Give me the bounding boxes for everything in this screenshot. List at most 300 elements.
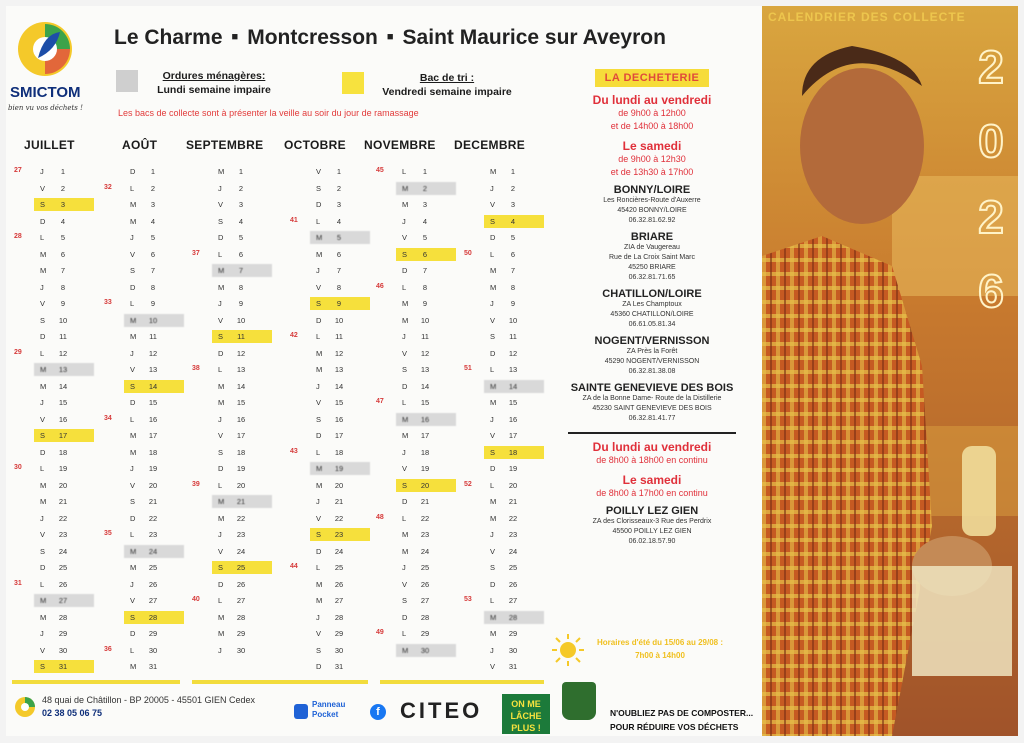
day-row [464,345,552,362]
day-cell [34,380,94,393]
day-number: 9 [60,299,66,308]
day-number: 16 [148,414,158,424]
day-number: 27 [58,596,68,605]
day-row [376,328,464,345]
day-row [376,246,464,263]
week-number: 45 [376,167,384,174]
day-row [14,477,102,494]
day-cell [212,363,272,376]
day-cell [212,627,272,640]
day-cell [396,363,456,376]
weekday-letter: J [130,348,134,358]
day-number: 5 [150,233,156,242]
day-cell [124,215,184,228]
day-row [14,658,102,675]
weekday-letter: S [218,216,224,226]
day-row [104,246,192,263]
weekday-letter: V [402,348,408,358]
month-column [104,163,192,675]
week-number: 37 [192,249,200,257]
day-cell [212,182,272,195]
day-row [104,444,192,461]
day-row [290,543,378,560]
site-line: 06.32.81.62.92 [628,217,676,224]
year-digit: 2 [978,41,1004,93]
site-line: 45360 CHATILLON/LOIRE [610,311,694,318]
weekday-letter: D [316,662,322,671]
year-digit: 6 [978,265,1004,317]
day-number: 27 [334,596,344,605]
day-cell [396,198,456,211]
site-name: POILLY LEZ GIEN [605,505,699,517]
weekday-letter: M [130,447,137,457]
day-row [464,427,552,444]
weekday-letter: M [218,629,225,638]
weekday-letter: M [490,612,497,622]
day-cell [34,578,94,591]
day-row [464,526,552,543]
day-number: 1 [238,167,244,176]
day-row [290,625,378,642]
org-name: SMICTOM [10,84,81,101]
day-number: 15 [58,398,68,407]
day-row [192,559,280,576]
day-cell [396,347,456,360]
day-number: 17 [58,431,68,440]
weekday-letter: M [130,662,137,671]
weekday-letter: L [316,332,321,341]
day-row [192,163,280,180]
weekday-letter: J [316,497,320,506]
day-number: 10 [58,315,68,325]
day-number: 26 [508,579,518,589]
weekday-letter: M [402,299,409,308]
weekday-letter: V [490,200,496,209]
day-cell [310,363,370,376]
site-line: 06.61.05.81.34 [628,321,676,328]
day-row [376,526,464,543]
day-number: 8 [60,282,66,292]
day-row [290,642,378,659]
day-cell [212,347,272,360]
day-row [14,246,102,263]
day-cell [484,462,544,475]
divider [568,432,736,434]
commune-name: Saint Maurice sur Aveyron [402,26,666,49]
weekday-letter: M [130,546,137,556]
day-cell [34,215,94,228]
day-row [464,279,552,296]
day-number: 25 [148,563,158,572]
day-number: 20 [236,480,246,490]
day-row [464,394,552,411]
day-number: 12 [508,348,518,358]
weekday-letter: D [130,282,136,292]
day-cell [124,528,184,541]
day-number: 28 [148,612,158,622]
day-number: 9 [510,299,516,308]
day-cell [124,330,184,343]
day-row [290,394,378,411]
day-number: 4 [238,216,244,226]
day-row [192,394,280,411]
day-number: 11 [509,332,517,341]
summer-hours [550,632,730,673]
tri-collection-day [396,479,456,492]
day-row [192,609,280,626]
day-row [464,444,552,461]
month-column [376,163,464,658]
day-cell [310,594,370,607]
month-name: AOÛT [122,138,158,152]
day-number: 20 [58,480,68,490]
day-cell [396,380,456,393]
weekday-letter: L [130,645,135,655]
day-cell [124,231,184,244]
day-number: 23 [148,530,158,539]
ordures-collection-day [212,264,272,277]
day-cell [484,578,544,591]
day-number: 23 [58,530,68,539]
day-row [14,510,102,527]
week-number: 44 [290,563,298,570]
day-row [376,559,464,576]
day-number: 6 [510,249,516,259]
day-number: 28 [334,612,344,622]
weekday-letter: V [402,233,408,242]
day-number: 31 [58,662,68,671]
day-number: 12 [148,348,158,358]
tri-collection-day [34,660,94,673]
day-cell [124,512,184,525]
day-number: 1 [422,167,428,176]
weekday-letter: V [316,167,322,176]
weekday-letter: V [40,645,46,655]
day-row [376,477,464,494]
day-number: 26 [334,579,344,589]
day-cell [34,248,94,261]
weekday-letter: D [40,216,46,226]
week-number: 51 [464,365,472,372]
year-digit: 0 [978,115,1004,167]
day-number: 25 [420,563,430,572]
day-row [104,213,192,230]
photo-title: CALENDRIER DES COLLECTE [768,10,966,24]
day-row [14,312,102,329]
day-row [104,196,192,213]
day-cell [212,198,272,211]
day-number: 17 [236,431,246,440]
hours-line: et de 13h30 à 17h00 [610,167,694,177]
day-row [464,213,552,230]
site-name: CHATILLON/LOIRE [602,288,702,300]
day-cell [212,380,272,393]
day-cell [396,330,456,343]
day-row [290,592,378,609]
day-cell [34,545,94,558]
day-row [376,510,464,527]
ordures-collection-day [212,495,272,508]
weekday-letter: S [130,266,136,275]
day-cell [34,396,94,409]
day-cell [124,347,184,360]
day-number: 26 [236,579,246,589]
weekday-letter: M [490,513,497,523]
weekday-letter: L [490,596,495,605]
weekday-letter: M [316,348,323,358]
day-cell [310,314,370,327]
day-row [464,510,552,527]
day-number: 29 [334,629,344,638]
day-row [14,625,102,642]
day-cell [310,611,370,624]
day-row [376,394,464,411]
day-row [14,279,102,296]
weekday-letter: J [402,332,406,341]
day-cell [310,182,370,195]
weekday-letter: M [316,596,323,605]
month-column [14,163,102,675]
collection-note: Les bacs de collecte sont à présenter la veille au soir du jour de ramassage [118,108,419,118]
tri-collection-day [310,528,370,541]
legend-ordures-title: Ordures ménagères: [162,70,266,82]
day-cell [124,578,184,591]
week-number: 42 [290,332,298,339]
weekday-letter: J [218,645,222,655]
day-number: 8 [150,282,156,292]
weekday-letter: M [316,464,323,473]
month-name: JUILLET [24,138,75,152]
day-row [104,411,192,428]
day-number: 13 [420,365,430,374]
communes-title [114,26,666,50]
day-number: 3 [60,200,66,209]
day-row [104,526,192,543]
weekday-letter: V [218,315,224,325]
day-number: 9 [150,299,156,308]
day-cell [484,165,544,178]
weekday-letter: D [130,167,136,176]
day-row [104,345,192,362]
weekday-letter: V [490,315,496,325]
commune-name: Le Charme [114,26,223,49]
day-row [14,262,102,279]
day-row [14,609,102,626]
day-cell [34,347,94,360]
tri-collection-day [34,198,94,211]
site-name: BONNY/LOIRE [613,184,691,196]
day-number: 16 [58,414,68,424]
tri-collection-day [484,215,544,228]
day-cell [396,215,456,228]
day-number: 3 [336,200,342,209]
day-row [464,493,552,510]
day-cell [124,462,184,475]
day-row [104,642,192,659]
day-row [192,312,280,329]
day-number: 6 [60,249,66,259]
week-number: 29 [14,348,22,356]
separator-square-icon: ■ [231,31,239,43]
day-cell [212,545,272,558]
hours-line: de 9h00 à 12h30 [618,154,686,164]
weekday-letter: S [490,563,496,572]
day-cell [396,462,456,475]
day-number: 31 [508,662,518,671]
weekday-letter: V [402,464,408,473]
day-number: 19 [58,464,68,473]
weekday-letter: D [490,233,496,242]
day-cell [484,198,544,211]
day-cell [310,429,370,442]
weekday-letter: S [130,381,136,391]
day-cell [484,594,544,607]
weekday-letter: M [402,431,409,440]
day-number: 7 [510,266,516,275]
day-row [192,493,280,510]
day-cell [212,314,272,327]
weekday-letter: M [218,497,225,506]
weekday-letter: J [316,266,320,275]
day-number: 10 [508,315,518,325]
weekday-letter: V [490,431,496,440]
ordures-collection-day [484,380,544,393]
day-cell [310,578,370,591]
day-number: 26 [420,579,430,589]
day-cell [310,644,370,657]
day-number: 28 [420,612,430,622]
day-cell [484,528,544,541]
site-line: ZA Les Champtoux [622,301,682,308]
month-name: SEPTEMBRE [186,138,264,152]
legend-ordures-sub: Lundi semaine impaire [157,84,271,96]
day-number: 22 [148,513,158,523]
day-cell [310,479,370,492]
day-number: 4 [510,216,516,226]
day-number: 9 [238,299,244,308]
hours-heading: Le samedi [622,139,682,153]
day-row [14,576,102,593]
weekday-letter: M [130,216,137,226]
weekday-letter: M [130,315,137,325]
site-line: 06.32.81.71.65 [628,274,676,281]
weekday-letter: J [130,464,134,473]
day-number: 19 [236,464,246,473]
day-number: 26 [148,579,158,589]
day-row [104,510,192,527]
day-row [14,460,102,477]
divider [380,680,544,684]
day-cell [310,264,370,277]
site-line: Les Roncières-Route d'Auxerre [603,197,701,204]
day-row [290,444,378,461]
day-row [464,658,552,675]
weekday-letter: S [40,431,46,440]
day-number: 19 [334,464,344,473]
day-cell [310,561,370,574]
day-number: 1 [60,167,66,176]
day-row [192,345,280,362]
day-number: 18 [508,447,518,457]
day-row [464,411,552,428]
day-row [192,279,280,296]
day-cell [396,446,456,459]
month-name: DECEMBRE [454,138,526,152]
day-row [290,526,378,543]
day-row [192,180,280,197]
day-cell [396,281,456,294]
weekday-letter: L [40,579,45,589]
divider [192,680,368,684]
day-row [376,229,464,246]
day-number: 12 [420,348,430,358]
day-row [14,361,102,378]
weekday-letter: J [218,299,222,308]
weekday-letter: L [316,216,321,226]
day-row [464,378,552,395]
day-cell [212,578,272,591]
weekday-letter: M [316,365,323,374]
weekday-letter: S [402,249,408,259]
day-cell [396,528,456,541]
day-number: 18 [58,447,68,457]
day-row [464,559,552,576]
panneau-pocket-label [312,700,345,720]
day-row [14,543,102,560]
day-cell [212,446,272,459]
legend-grey-swatch [116,70,138,92]
day-cell [212,215,272,228]
day-row [104,361,192,378]
photo-panel [762,6,1018,736]
weekday-letter: L [130,299,135,308]
day-cell [34,182,94,195]
weekday-letter: L [316,447,321,457]
day-row [192,213,280,230]
weekday-letter: J [40,398,44,407]
day-row [376,295,464,312]
weekday-letter: J [490,183,494,193]
weekday-letter: S [402,365,408,374]
weekday-letter: S [402,480,408,490]
day-row [290,493,378,510]
weekday-letter: D [490,579,496,589]
decheterie-site [562,382,742,424]
day-number: 19 [148,464,158,473]
day-cell [484,281,544,294]
hours-line: de 9h00 à 12h00 [618,108,686,118]
day-row [14,378,102,395]
weekday-letter: D [218,464,224,473]
day-cell [212,644,272,657]
day-row [192,592,280,609]
day-number: 7 [150,266,156,275]
weekday-letter: V [218,546,224,556]
weekday-letter: L [130,530,135,539]
day-cell [212,462,272,475]
day-number: 28 [58,612,68,622]
day-row [376,378,464,395]
day-row [14,295,102,312]
composter-message [610,706,753,734]
weekday-letter: M [40,612,47,622]
day-row [104,576,192,593]
day-cell [34,413,94,426]
day-cell [124,198,184,211]
day-cell [124,297,184,310]
day-cell [34,231,94,244]
day-row [290,477,378,494]
